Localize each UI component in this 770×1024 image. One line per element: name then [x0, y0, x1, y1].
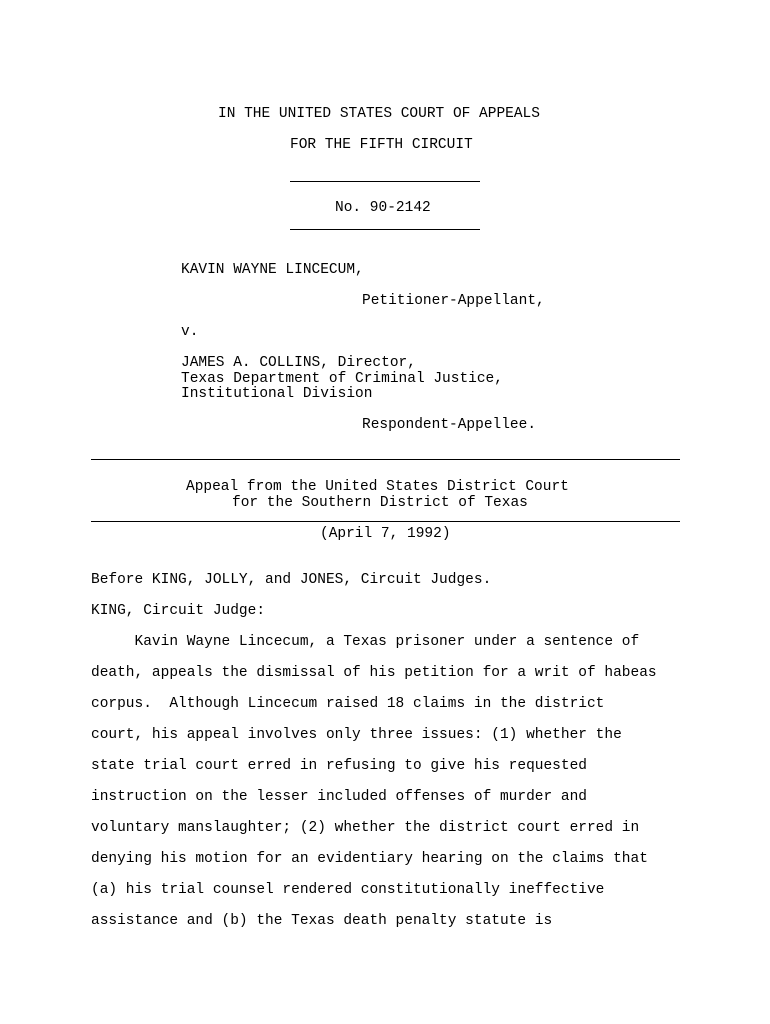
versus: v. [181, 324, 199, 340]
appeal-top-rule [91, 459, 680, 460]
respondent-line1: JAMES A. COLLINS, Director, [181, 355, 416, 371]
body-line: court, his appeal involves only three issues: (1) whether the [91, 727, 622, 743]
body-line: Kavin Wayne Lincecum, a Texas prisoner under a sentence of [91, 634, 640, 650]
petitioner-name: KAVIN WAYNE LINCECUM, [181, 262, 364, 278]
body-line: instruction on the lesser included offenses of murder and [91, 789, 587, 805]
body-line: voluntary manslaughter; (2) whether the district court erred in [91, 820, 640, 836]
case-number-bottom-rule [290, 229, 480, 230]
panel-line: Before KING, JOLLY, and JONES, Circuit Judges. [91, 572, 492, 588]
decision-date: (April 7, 1992) [320, 526, 451, 542]
respondent-line3: Institutional Division [181, 386, 373, 402]
appeal-bottom-rule [91, 521, 680, 522]
petitioner-role: Petitioner-Appellant, [362, 293, 545, 309]
author-line: KING, Circuit Judge: [91, 603, 266, 619]
court-name-line1: IN THE UNITED STATES COURT OF APPEALS [218, 106, 540, 122]
body-line: denying his motion for an evidentiary hearing on the claims that [91, 851, 648, 867]
respondent-line2: Texas Department of Criminal Justice, [181, 371, 503, 387]
body-line: corpus. Although Lincecum raised 18 claims in the district [91, 696, 605, 712]
respondent-role: Respondent-Appellee. [362, 417, 537, 433]
appeal-line1: Appeal from the United States District Court [186, 479, 569, 495]
body-line: (a) his trial counsel rendered constitutionally ineffective [91, 882, 605, 898]
court-name-line2: FOR THE FIFTH CIRCUIT [290, 137, 473, 153]
body-line: assistance and (b) the Texas death penalty statute is [91, 913, 553, 929]
appeal-line2: for the Southern District of Texas [232, 495, 528, 511]
case-number: No. 90-2142 [335, 200, 431, 216]
body-line: death, appeals the dismissal of his petition for a writ of habeas [91, 665, 657, 681]
case-number-top-rule [290, 181, 480, 182]
body-line: state trial court erred in refusing to give his requested [91, 758, 587, 774]
